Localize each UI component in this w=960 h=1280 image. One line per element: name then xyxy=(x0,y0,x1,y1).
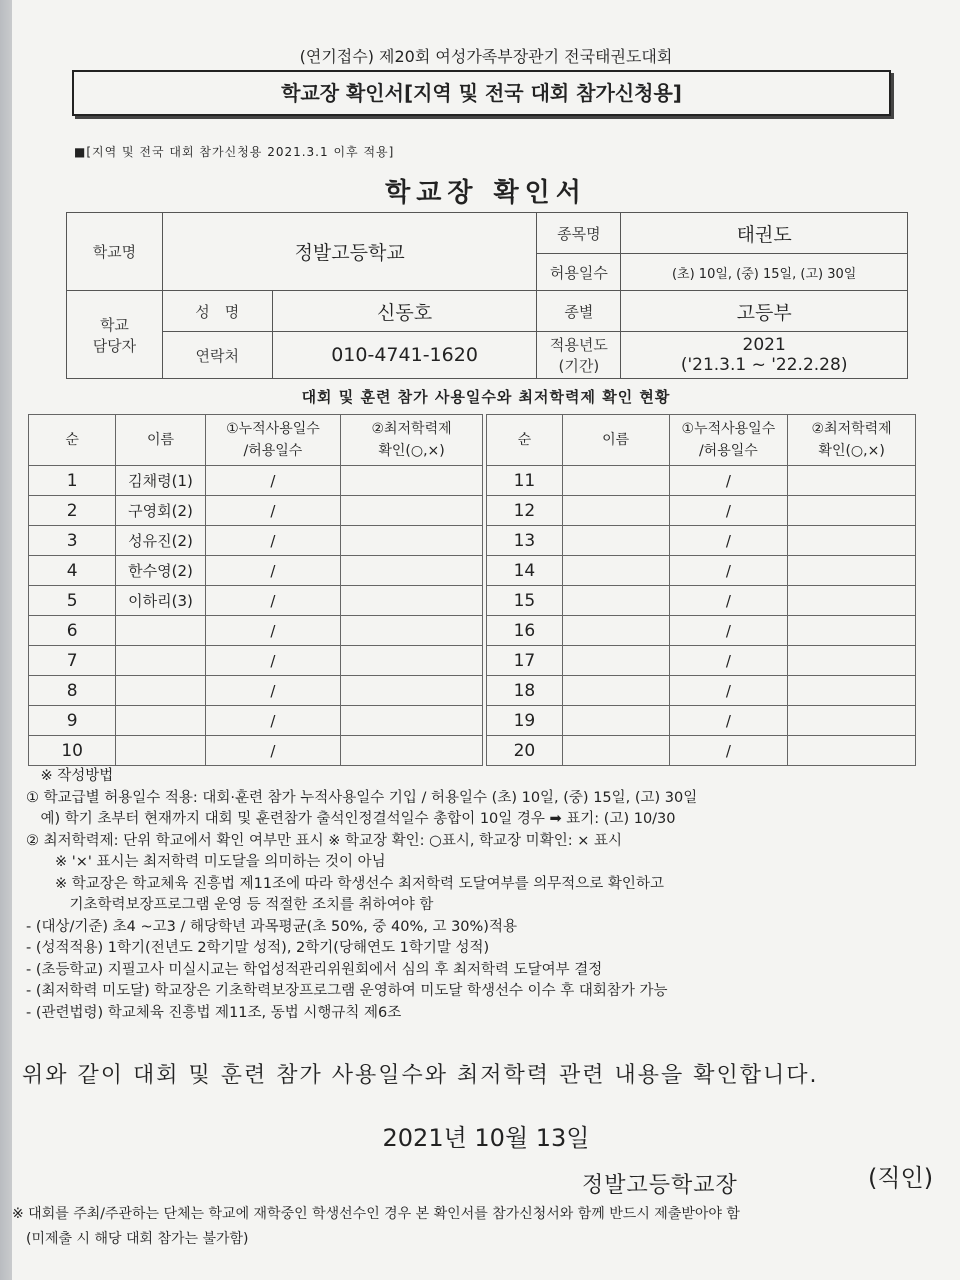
row-min-level-check xyxy=(788,736,916,766)
manager-name: 신동호 xyxy=(272,291,537,332)
row-min-level-check xyxy=(788,526,916,556)
row-min-level-check xyxy=(341,466,483,496)
manager-label-line1: 학교 xyxy=(99,315,129,334)
official-seal: (직인) xyxy=(868,1164,934,1192)
row-min-level-check xyxy=(341,736,483,766)
row-number: 11 xyxy=(487,466,563,496)
principal-signature: 정발고등학교장 xyxy=(582,1173,738,1198)
row-number: 8 xyxy=(29,676,116,706)
row-days-used: / xyxy=(669,466,788,496)
row-days-used: / xyxy=(669,526,788,556)
header-days-line2: /허용일수 xyxy=(243,443,303,459)
row-days-used: / xyxy=(669,496,788,526)
instruction-line: ① 학교급별 허용일수 적용: 대회·훈련 참가 누적사용일수 기입 / 허용일수 (초) 10일, (중) 15일, (고) 30일 xyxy=(26,789,698,806)
instruction-line: - (대상/기준) 초4 ~고3 / 해당학년 과목평균(초 50%, 중 40%, 고 30%)적용 xyxy=(26,918,517,935)
table-row xyxy=(29,646,483,676)
row-number: 2 xyxy=(29,496,116,526)
school-info-table xyxy=(66,212,908,379)
table-row xyxy=(487,676,916,706)
manager-label xyxy=(67,291,163,379)
header-min-line1: ②최저학력제 xyxy=(371,421,452,437)
header-no: 순 xyxy=(29,415,116,466)
table-row xyxy=(487,646,916,676)
form-title: 학교장 확인서[지역 및 전국 대회 참가신청용] xyxy=(72,70,891,116)
row-days-used: / xyxy=(205,676,340,706)
instruction-line: ② 최저학력제: 단위 학교에서 확인 여부만 표시 ※ 학교장 확인: ○표시, 학교장 미확인: × 표시 xyxy=(26,832,622,849)
row-name xyxy=(116,616,205,646)
row-number: 7 xyxy=(29,646,116,676)
row-name xyxy=(562,706,669,736)
row-number: 6 xyxy=(29,616,116,646)
row-min-level-check xyxy=(341,676,483,706)
row-days-used: / xyxy=(205,526,340,556)
row-days-used: / xyxy=(669,646,788,676)
status-table-left xyxy=(28,414,483,766)
row-name xyxy=(562,736,669,766)
year-value-line2: ('21.3.1 ~ '22.2.28) xyxy=(680,355,848,375)
row-name xyxy=(116,736,205,766)
table-header-row xyxy=(487,415,916,466)
row-days-used: / xyxy=(205,616,340,646)
row-min-level-check xyxy=(788,676,916,706)
row-name: 한수영(2) xyxy=(116,556,205,586)
instruction-line: 기초학력보장프로그램 운영 등 적절한 조치를 취하여야 함 xyxy=(26,897,434,913)
document-title: 학교장 확인서 xyxy=(385,178,587,208)
table-row xyxy=(29,616,483,646)
manager-label-line2: 담당자 xyxy=(92,336,137,355)
row-number: 19 xyxy=(487,706,563,736)
row-days-used: / xyxy=(205,556,340,586)
row-days-used: / xyxy=(669,736,788,766)
instruction-line: ※ '×' 표시는 최저학력 미도달을 의미하는 것이 아님 xyxy=(26,854,386,870)
table-row xyxy=(29,496,483,526)
row-min-level-check xyxy=(788,586,916,616)
confirmation-statement: 위와 같이 대회 및 훈련 참가 사용일수와 최저학력 관련 내용을 확인합니다. xyxy=(22,1063,819,1088)
row-min-level-check xyxy=(341,556,483,586)
instruction-line: ※ 학교장은 학교체육 진흥법 제11조에 따라 학생선수 최저학력 도달여부를 의무적으로 확인하고 xyxy=(26,875,664,892)
year-label-line1: 적용년도 xyxy=(549,336,608,354)
table-row xyxy=(29,526,483,556)
row-days-used: / xyxy=(669,586,788,616)
row-name xyxy=(116,706,205,736)
contact-label: 연락처 xyxy=(162,332,272,379)
row-min-level-check xyxy=(788,616,916,646)
division-label: 종별 xyxy=(537,291,621,332)
table-row xyxy=(487,556,916,586)
row-number: 15 xyxy=(487,586,563,616)
table-row xyxy=(487,466,916,496)
row-min-level-check xyxy=(788,556,916,586)
row-min-level-check xyxy=(341,586,483,616)
row-min-level-check xyxy=(341,646,483,676)
row-name xyxy=(562,676,669,706)
row-min-level-check xyxy=(341,616,483,646)
row-name xyxy=(562,646,669,676)
row-name: 이하리(3) xyxy=(116,586,205,616)
row-days-used: / xyxy=(205,736,340,766)
header-days-line2: /허용일수 xyxy=(698,443,758,459)
instruction-line: - (최저학력 미도달) 학교장은 기초학력보장프로그램 운영하여 미도달 학생선수 이수 후 대회참가 가능 xyxy=(26,983,668,999)
header-days-line1: ①누적사용일수 xyxy=(681,421,776,437)
application-note: ■[지역 및 전국 대회 참가신청용 2021.3.1 이후 적용] xyxy=(74,145,395,159)
name-label: 성 명 xyxy=(162,291,272,332)
row-min-level-check xyxy=(341,526,483,556)
row-number: 14 xyxy=(487,556,563,586)
row-number: 9 xyxy=(29,706,116,736)
header-name: 이름 xyxy=(116,415,205,466)
school-name: 정발고등학교 xyxy=(162,213,537,291)
table-row xyxy=(29,556,483,586)
row-days-used: / xyxy=(205,586,340,616)
row-number: 1 xyxy=(29,466,116,496)
row-name: 구영회(2) xyxy=(116,496,205,526)
row-number: 16 xyxy=(487,616,563,646)
year-value xyxy=(621,332,908,379)
table-row xyxy=(29,736,483,766)
row-name xyxy=(562,616,669,646)
instruction-line: ※ 작성방법 xyxy=(26,768,114,784)
contact-value: 010-4741-1620 xyxy=(272,332,537,379)
year-value-line1: 2021 xyxy=(742,335,786,355)
row-number: 18 xyxy=(487,676,563,706)
row-name: 성유진(2) xyxy=(116,526,205,556)
row-min-level-check xyxy=(341,496,483,526)
row-name xyxy=(562,586,669,616)
header-min-level xyxy=(341,415,483,466)
table-row xyxy=(29,706,483,736)
row-days-used: / xyxy=(669,706,788,736)
table-row xyxy=(487,526,916,556)
row-days-used: / xyxy=(205,496,340,526)
row-days-used: / xyxy=(205,646,340,676)
allowed-days-label: 허용일수 xyxy=(537,254,621,291)
event-label: 종목명 xyxy=(537,213,621,254)
row-number: 12 xyxy=(487,496,563,526)
row-name xyxy=(116,646,205,676)
table-row xyxy=(487,616,916,646)
row-name xyxy=(562,526,669,556)
row-days-used: / xyxy=(205,466,340,496)
row-number: 10 xyxy=(29,736,116,766)
row-number: 20 xyxy=(487,736,563,766)
status-title: 대회 및 훈련 참가 사용일수와 최저학력제 확인 현황 xyxy=(301,388,671,406)
header-days xyxy=(205,415,340,466)
row-min-level-check xyxy=(788,466,916,496)
row-min-level-check xyxy=(788,706,916,736)
table-row xyxy=(29,676,483,706)
row-days-used: / xyxy=(669,556,788,586)
document-page xyxy=(12,0,960,1280)
instruction-line: - (초등학교) 지필고사 미실시교는 학업성적관리위원회에서 심의 후 최저학력 도달여부 결정 xyxy=(26,961,603,978)
table-header-row xyxy=(29,415,483,466)
instructions xyxy=(26,766,946,1024)
header-days-line1: ①누적사용일수 xyxy=(226,421,320,437)
table-row xyxy=(29,466,483,496)
year-label xyxy=(537,332,621,379)
event-value: 태권도 xyxy=(621,213,908,254)
header-min-level xyxy=(788,415,916,466)
year-label-line2: (기간) xyxy=(558,357,600,375)
row-min-level-check xyxy=(788,496,916,526)
row-name xyxy=(562,556,669,586)
table-row xyxy=(487,736,916,766)
allowed-days-value: (초) 10일, (중) 15일, (고) 30일 xyxy=(621,254,908,291)
issue-date: 2021년 10월 13일 xyxy=(382,1124,590,1152)
row-name xyxy=(562,496,669,526)
footer-note: ※ 대회를 주최/주관하는 단체는 학교에 재학중인 학생선수인 경우 본 확인서를 참가신청서와 함께 반드시 제출받아야 함 xyxy=(12,1206,740,1222)
header-no: 순 xyxy=(487,415,563,466)
header-min-line2: 확인(○,×) xyxy=(818,443,885,459)
row-name: 김채령(1) xyxy=(116,466,205,496)
school-label: 학교명 xyxy=(67,213,163,291)
row-days-used: / xyxy=(669,676,788,706)
competition-header: (연기접수) 제20회 여성가족부장관기 전국태권도대회 xyxy=(299,47,673,66)
division-value: 고등부 xyxy=(621,291,908,332)
instruction-line: - (성적적용) 1학기(전년도 2학기말 성적), 2학기(당해연도 1학기말 성적) xyxy=(26,940,490,956)
header-min-line1: ②최저학력제 xyxy=(811,421,892,437)
table-row xyxy=(29,586,483,616)
row-min-level-check xyxy=(788,646,916,676)
status-table-right xyxy=(486,414,916,766)
header-days xyxy=(669,415,788,466)
row-name xyxy=(116,676,205,706)
header-min-line2: 확인(○,×) xyxy=(378,443,445,459)
table-row xyxy=(487,586,916,616)
row-number: 4 xyxy=(29,556,116,586)
table-row xyxy=(487,706,916,736)
instruction-line: - (관련법령) 학교체육 진흥법 제11조, 동법 시행규칙 제6조 xyxy=(26,1004,402,1021)
instruction-line: 예) 학기 초부터 현재까지 대회 및 훈련참가 출석인정결석일수 총합이 10일 경우 ➡ 표기: (고) 10/30 xyxy=(26,811,676,827)
row-days-used: / xyxy=(669,616,788,646)
row-number: 3 xyxy=(29,526,116,556)
row-name xyxy=(562,466,669,496)
row-number: 17 xyxy=(487,646,563,676)
row-days-used: / xyxy=(205,706,340,736)
row-number: 13 xyxy=(487,526,563,556)
row-min-level-check xyxy=(341,706,483,736)
footer-note-2: (미제출 시 해당 대회 참가는 불가함) xyxy=(12,1231,249,1247)
header-name: 이름 xyxy=(562,415,669,466)
table-row xyxy=(487,496,916,526)
row-number: 5 xyxy=(29,586,116,616)
